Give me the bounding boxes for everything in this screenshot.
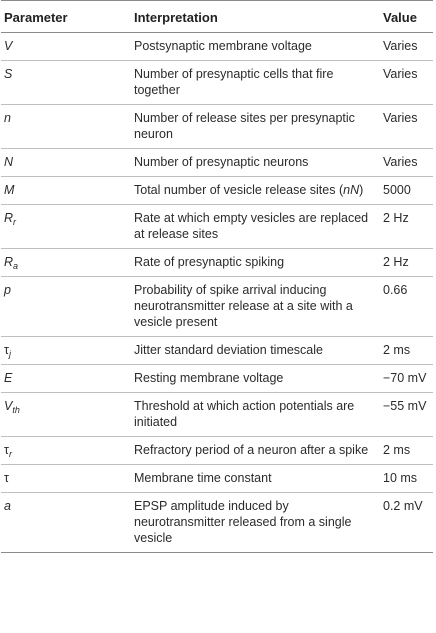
parameter-symbol-main: R: [4, 255, 14, 269]
parameter-symbol-main: τ: [4, 343, 9, 357]
header-parameter: Parameter: [1, 1, 134, 33]
interpretation-italic: nN: [343, 183, 360, 197]
interpretation-text: Jitter standard deviation timescale: [134, 343, 323, 357]
parameter-value: 0.66: [383, 277, 433, 337]
interpretation-text: Threshold at which action potentials are initiated: [134, 399, 355, 429]
parameter-symbol: [1, 437, 134, 465]
parameter-value: 2 Hz: [383, 249, 433, 277]
parameter-interpretation: [134, 33, 383, 61]
parameter-symbol-main: p: [4, 283, 11, 297]
parameter-symbol: [1, 393, 134, 437]
parameter-symbol-main: E: [4, 371, 13, 385]
interpretation-text: Resting membrane voltage: [134, 371, 284, 385]
parameter-symbol-subscript: th: [12, 405, 20, 415]
parameter-value: 5000: [383, 177, 433, 205]
parameter-interpretation: [134, 437, 383, 465]
table-row: [1, 393, 433, 437]
parameter-value: 2 ms: [383, 437, 433, 465]
parameter-value: 0.2 mV: [383, 493, 433, 553]
parameter-value: −55 mV: [383, 393, 433, 437]
parameter-symbol: [1, 61, 134, 105]
parameter-symbol: [1, 365, 134, 393]
parameter-interpretation: [134, 205, 383, 249]
table-body: [1, 33, 433, 553]
parameter-symbol: [1, 205, 134, 249]
parameter-table: [1, 0, 433, 553]
parameter-symbol: [1, 277, 134, 337]
parameter-symbol-main: R: [4, 211, 14, 225]
header-interpretation: Interpretation: [134, 1, 383, 33]
table-row: [1, 105, 433, 149]
table-row: [1, 177, 433, 205]
parameter-value: 2 ms: [383, 337, 433, 365]
parameter-symbol-subscript: r: [8, 449, 12, 459]
parameter-symbol-subscript: j: [8, 349, 11, 359]
interpretation-text: Number of release sites per presynaptic neuron: [134, 111, 355, 141]
table-row: [1, 249, 433, 277]
parameter-symbol-main: τ: [4, 443, 9, 457]
interpretation-text: Postsynaptic membrane voltage: [134, 39, 312, 53]
parameter-symbol-main: V: [4, 39, 13, 53]
parameter-interpretation: [134, 493, 383, 553]
parameter-symbol: [1, 249, 134, 277]
parameter-interpretation: [134, 465, 383, 493]
parameter-interpretation: [134, 105, 383, 149]
table-row: [1, 465, 433, 493]
interpretation-suffix: ): [359, 183, 364, 197]
interpretation-text: Rate of presynaptic spiking: [134, 255, 285, 269]
parameter-symbol: [1, 493, 134, 553]
parameter-value: 2 Hz: [383, 205, 433, 249]
table-header: [1, 1, 433, 33]
parameter-symbol-main: M: [4, 183, 15, 197]
parameter-symbol-subscript: a: [13, 261, 19, 271]
parameter-interpretation: [134, 249, 383, 277]
interpretation-text: Probability of spike arrival inducing neurotransmitter release at a site with a vesicle present: [134, 283, 353, 329]
parameter-value: Varies: [383, 33, 433, 61]
header-value: Value: [383, 1, 433, 33]
table-row: [1, 149, 433, 177]
parameter-value: Varies: [383, 105, 433, 149]
parameter-symbol: [1, 105, 134, 149]
interpretation-text: Number of presynaptic cells that fire together: [134, 67, 334, 97]
interpretation-text: Refractory period of a neuron after a spike: [134, 443, 369, 457]
table-row: [1, 493, 433, 553]
interpretation-text: EPSP amplitude induced by neurotransmitter released from a single vesicle: [134, 499, 352, 545]
parameter-symbol-main: V: [4, 399, 13, 413]
interpretation-text: Total number of vesicle release sites (: [134, 183, 344, 197]
parameter-symbol-subscript: r: [13, 217, 17, 227]
parameter-interpretation: [134, 277, 383, 337]
parameter-value: −70 mV: [383, 365, 433, 393]
parameter-interpretation: [134, 393, 383, 437]
parameter-symbol-main: n: [4, 111, 11, 125]
parameter-interpretation: [134, 61, 383, 105]
table-row: [1, 33, 433, 61]
parameter-symbol: [1, 337, 134, 365]
table-row: [1, 365, 433, 393]
parameter-value: Varies: [383, 149, 433, 177]
parameter-symbol: [1, 177, 134, 205]
parameter-interpretation: [134, 365, 383, 393]
table-row: [1, 277, 433, 337]
table-row: [1, 437, 433, 465]
parameter-value: 10 ms: [383, 465, 433, 493]
parameter-interpretation: [134, 149, 383, 177]
parameter-value: Varies: [383, 61, 433, 105]
parameter-symbol: [1, 465, 134, 493]
parameter-symbol: [1, 33, 134, 61]
table-row: [1, 61, 433, 105]
parameter-symbol: [1, 149, 134, 177]
parameter-interpretation: [134, 177, 383, 205]
parameter-symbol-main: τ: [4, 471, 9, 485]
interpretation-text: Membrane time constant: [134, 471, 272, 485]
parameter-symbol-main: N: [4, 155, 14, 169]
table-row: [1, 205, 433, 249]
interpretation-text: Rate at which empty vesicles are replaced at release sites: [134, 211, 369, 241]
parameter-symbol-main: S: [4, 67, 13, 81]
header-row: [1, 1, 433, 33]
table-row: [1, 337, 433, 365]
parameter-interpretation: [134, 337, 383, 365]
interpretation-text: Number of presynaptic neurons: [134, 155, 309, 169]
parameter-symbol-main: a: [4, 499, 11, 513]
